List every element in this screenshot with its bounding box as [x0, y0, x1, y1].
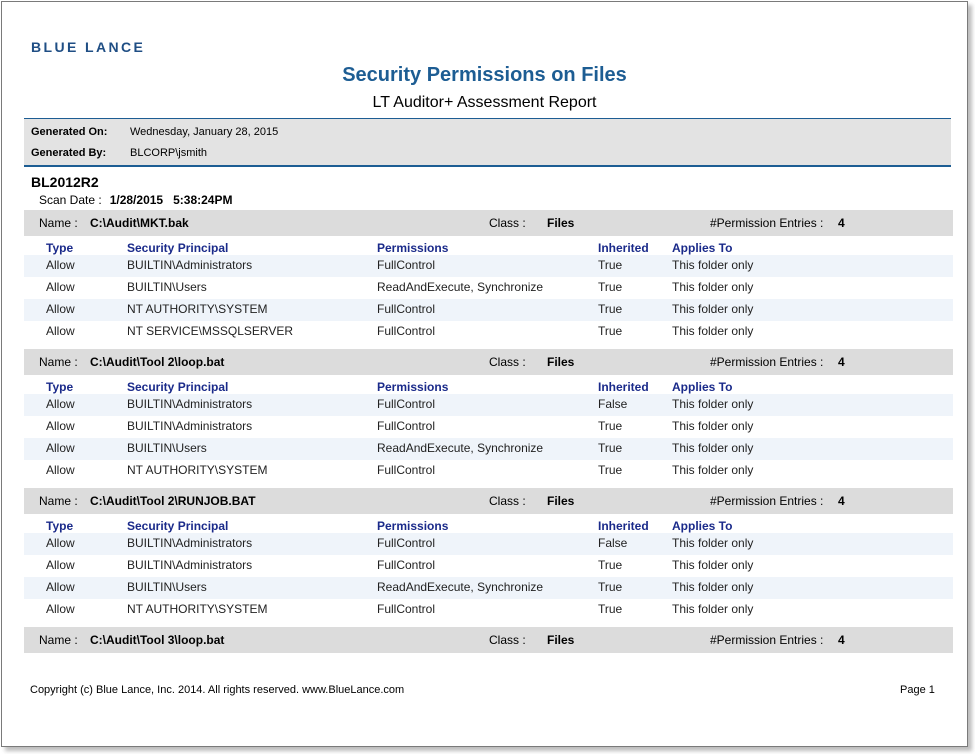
- permission-row: [24, 555, 953, 577]
- class-label: Class :: [489, 355, 526, 369]
- permission-cell: This folder only: [672, 580, 754, 594]
- file-name-bar: [24, 349, 953, 375]
- permission-cell: BUILTIN\Administrators: [127, 536, 253, 550]
- permission-row: [24, 460, 953, 482]
- file-path: C:\Audit\Tool 2\loop.bat: [90, 355, 225, 369]
- permission-cell: BUILTIN\Administrators: [127, 258, 253, 272]
- permission-row: [24, 599, 953, 621]
- permission-cell: Allow: [46, 580, 75, 594]
- generated-on-label: Generated On:: [31, 126, 108, 138]
- report-page: [1, 1, 968, 747]
- class-label: Class :: [489, 216, 526, 230]
- permission-cell: True: [598, 258, 623, 272]
- permission-entries-count: 4: [838, 494, 845, 508]
- permission-row: [24, 577, 953, 599]
- permission-cell: BUILTIN\Users: [127, 441, 207, 455]
- permission-cell: This folder only: [672, 463, 754, 477]
- generation-info-box: [24, 118, 951, 167]
- column-header: Applies To: [672, 380, 733, 394]
- permission-entries-count: 4: [838, 216, 845, 230]
- permission-entries-label: #Permission Entries :: [710, 216, 824, 230]
- class-value: Files: [547, 633, 575, 647]
- permission-cell: BUILTIN\Administrators: [127, 558, 253, 572]
- permission-cell: BUILTIN\Administrators: [127, 419, 253, 433]
- permission-cell: Allow: [46, 419, 75, 433]
- permission-cell: This folder only: [672, 419, 754, 433]
- permission-cell: FullControl: [377, 602, 436, 616]
- column-header: Inherited: [598, 241, 649, 255]
- generated-by-label: Generated By:: [31, 147, 107, 159]
- scan-date-value: 1/28/2015: [109, 193, 164, 207]
- permission-row: [24, 416, 953, 438]
- name-label: Name :: [39, 494, 78, 508]
- file-path: C:\Audit\Tool 3\loop.bat: [90, 633, 225, 647]
- column-header: Permissions: [377, 241, 449, 255]
- permission-cell: True: [598, 463, 623, 477]
- file-name-bar: [24, 210, 953, 236]
- permission-entries-count: 4: [838, 633, 845, 647]
- permission-cell: Allow: [46, 536, 75, 550]
- permission-cell: BUILTIN\Administrators: [127, 397, 253, 411]
- permission-cell: False: [598, 397, 628, 411]
- permission-cell: FullControl: [377, 397, 436, 411]
- column-header: Permissions: [377, 380, 449, 394]
- permission-cell: This folder only: [672, 397, 754, 411]
- permission-cell: Allow: [46, 302, 75, 316]
- permission-row: [24, 277, 953, 299]
- permission-cell: NT AUTHORITY\SYSTEM: [127, 463, 268, 477]
- report-title: Security Permissions on Files: [342, 64, 627, 86]
- column-header: Type: [46, 380, 74, 394]
- class-label: Class :: [489, 494, 526, 508]
- report-subtitle: LT Auditor+ Assessment Report: [372, 94, 597, 111]
- file-name-bar: [24, 488, 953, 514]
- permission-cell: ReadAndExecute, Synchronize: [377, 580, 544, 594]
- copyright-footer: Copyright (c) Blue Lance, Inc. 2014. All rights reserved. www.BlueLance.com: [30, 684, 405, 696]
- permission-cell: NT AUTHORITY\SYSTEM: [127, 602, 268, 616]
- class-label: Class :: [489, 633, 526, 647]
- permission-cell: FullControl: [377, 419, 436, 433]
- permission-cell: FullControl: [377, 258, 436, 272]
- server-name: BL2012R2: [31, 174, 99, 190]
- permission-row: [24, 255, 953, 277]
- column-header: Applies To: [672, 241, 733, 255]
- name-label: Name :: [39, 633, 78, 647]
- permission-cell: FullControl: [377, 536, 436, 550]
- permission-cell: FullControl: [377, 302, 436, 316]
- permission-row: [24, 321, 953, 343]
- permission-cell: True: [598, 280, 623, 294]
- permission-cell: Allow: [46, 602, 75, 616]
- permission-cell: True: [598, 419, 623, 433]
- class-value: Files: [547, 494, 575, 508]
- file-entry-block: [24, 627, 953, 653]
- permission-cell: ReadAndExecute, Synchronize: [377, 280, 544, 294]
- permission-cell: FullControl: [377, 558, 436, 572]
- file-path: C:\Audit\MKT.bak: [90, 216, 189, 230]
- generated-on-row: [31, 126, 278, 138]
- name-label: Name :: [39, 216, 78, 230]
- permissions-table-header: [24, 375, 953, 394]
- file-name-bar: [24, 627, 953, 653]
- permission-entries-label: #Permission Entries :: [710, 633, 824, 647]
- permission-entries-label: #Permission Entries :: [710, 494, 824, 508]
- permission-cell: This folder only: [672, 558, 754, 572]
- column-header: Security Principal: [127, 380, 229, 394]
- permission-cell: True: [598, 302, 623, 316]
- permission-cell: This folder only: [672, 302, 754, 316]
- permission-cell: This folder only: [672, 258, 754, 272]
- blue-lance-logo: BLUE LANCE: [31, 39, 146, 55]
- generated-by-row: [31, 147, 207, 159]
- permission-cell: This folder only: [672, 280, 754, 294]
- permission-cell: BUILTIN\Users: [127, 280, 207, 294]
- permission-cell: This folder only: [672, 602, 754, 616]
- scan-date-label: Scan Date :: [39, 193, 102, 207]
- permission-cell: Allow: [46, 441, 75, 455]
- permission-cell: True: [598, 324, 623, 338]
- permission-cell: Allow: [46, 324, 75, 338]
- permission-cell: True: [598, 441, 623, 455]
- permission-row: [24, 533, 953, 555]
- permission-entries-label: #Permission Entries :: [710, 355, 824, 369]
- page-number: Page 1: [900, 684, 935, 696]
- permission-cell: Allow: [46, 280, 75, 294]
- permission-cell: FullControl: [377, 463, 436, 477]
- permission-cell: NT AUTHORITY\SYSTEM: [127, 302, 268, 316]
- permission-cell: Allow: [46, 397, 75, 411]
- column-header: Type: [46, 241, 74, 255]
- file-entry-block: [24, 488, 953, 621]
- file-entry-block: [24, 349, 953, 482]
- permission-row: [24, 299, 953, 321]
- permission-cell: BUILTIN\Users: [127, 580, 207, 594]
- column-header: Security Principal: [127, 519, 229, 533]
- file-entry-block: [24, 210, 953, 343]
- permission-cell: Allow: [46, 258, 75, 272]
- column-header: Type: [46, 519, 74, 533]
- permission-cell: FullControl: [377, 324, 436, 338]
- column-header: Security Principal: [127, 241, 229, 255]
- permission-cell: This folder only: [672, 324, 754, 338]
- permissions-table-header: [24, 236, 953, 255]
- permission-cell: True: [598, 558, 623, 572]
- permission-row: [24, 394, 953, 416]
- name-label: Name :: [39, 355, 78, 369]
- class-value: Files: [547, 355, 575, 369]
- permission-cell: True: [598, 602, 623, 616]
- permissions-table-header: [24, 514, 953, 533]
- column-header: Permissions: [377, 519, 449, 533]
- column-header: Applies To: [672, 519, 733, 533]
- permission-cell: True: [598, 580, 623, 594]
- file-path: C:\Audit\Tool 2\RUNJOB.BAT: [90, 494, 256, 508]
- scan-time-value: 5:38:24PM: [173, 193, 233, 207]
- permission-cell: Allow: [46, 558, 75, 572]
- scan-date-line: [39, 193, 232, 207]
- permission-cell: Allow: [46, 463, 75, 477]
- permission-cell: This folder only: [672, 441, 754, 455]
- column-header: Inherited: [598, 380, 649, 394]
- class-value: Files: [547, 216, 575, 230]
- permission-cell: False: [598, 536, 628, 550]
- permission-entries-count: 4: [838, 355, 845, 369]
- permission-cell: NT SERVICE\MSSQLSERVER: [127, 324, 294, 338]
- generated-on-value: Wednesday, January 28, 2015: [130, 126, 279, 138]
- column-header: Inherited: [598, 519, 649, 533]
- permission-cell: ReadAndExecute, Synchronize: [377, 441, 544, 455]
- generated-by-value: BLCORP\jsmith: [130, 147, 208, 159]
- permission-row: [24, 438, 953, 460]
- permission-cell: This folder only: [672, 536, 754, 550]
